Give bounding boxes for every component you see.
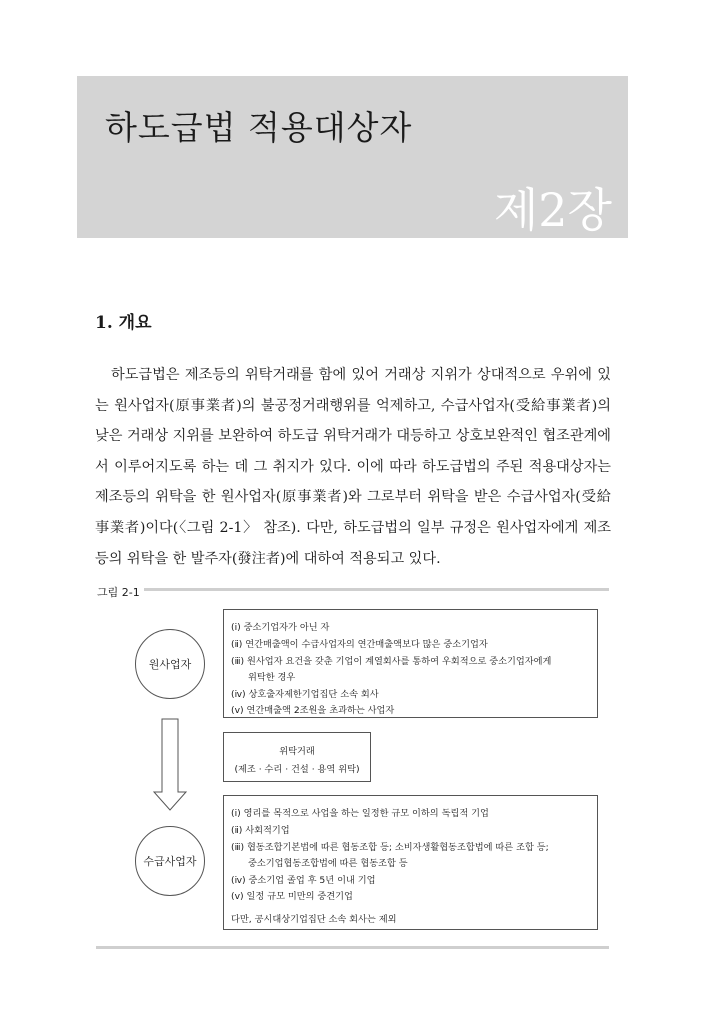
subcontractor-name: 수급사업자 — [143, 855, 197, 868]
intro-paragraph-text: 하도급법은 제조등의 위탁거래를 함에 있어 거래상 지위가 상대적으로 우위에 있는 원사업자(原事業者)의 불공정거래행위를 억제하고, 수급사업자(受給事業者)의 낮은 거래상 지위를 보완하여 하도급 위탁거래가 대등하고 상호보완적인 협조관계에서 이루어지도록 하는 데 그 취지가 있다. 이에 따라 하도급법의 주된 적용대상자는 제조등의 위탁을 한 원사업자(原事業者)와 그로부터 위탁을 받은 수급사업자(受給事業者)이다(〈그림 2-1〉 참조). 다만, 하도급법의 일부 규정은 원사업자에게 제조등의 위탁을 한 발주자(發注者)에 대하여 적용되고 있다. — [95, 367, 611, 567]
chapter-header — [77, 76, 628, 238]
principal-criterion: (ⅱ) 연간매출액이 수급사업자의 연간매출액보다 많은 중소기업자 — [231, 639, 488, 650]
principal-criterion: (ⅳ) 상호출자제한기업집단 소속 회사 — [231, 689, 379, 700]
transaction-box — [223, 732, 371, 782]
down-arrow-icon — [153, 718, 187, 812]
figure-rule — [144, 588, 609, 591]
principal-ellipse — [135, 629, 205, 699]
chapter-number: 제2장 — [493, 183, 612, 237]
transaction-subtitle: (제조 · 수리 · 건설 · 용역 위탁) — [234, 764, 360, 775]
subcontractor-criterion: (ⅲ) 협동조합기본법에 따른 협동조합 등; 소비자생활협동조합법에 따른 조합 등; — [231, 842, 549, 853]
principal-name: 원사업자 — [148, 658, 192, 671]
chapter-title: 하도급법 적용대상자 — [105, 108, 413, 147]
figure-bottom-rule — [96, 946, 609, 949]
subcontractor-criterion: (ⅱ) 사회적기업 — [231, 825, 290, 836]
principal-criteria-box — [223, 609, 598, 718]
section-heading: 1. 개요 — [95, 313, 152, 333]
transaction-title: 위탁거래 — [279, 746, 315, 757]
principal-criterion: (ⅴ) 연간매출액 2조원을 초과하는 사업자 — [231, 705, 395, 716]
principal-criterion-continued: 위탁한 경우 — [248, 672, 296, 683]
figure-label: 그림 2-1 — [97, 586, 140, 599]
subcontractor-criteria-box — [223, 795, 598, 930]
subcontractor-criterion: (ⅳ) 중소기업 졸업 후 5년 이내 기업 — [231, 875, 376, 886]
principal-criterion: (ⅲ) 원사업자 요건을 갖춘 기업이 계열회사를 통하여 우회적으로 중소기업자에게 — [231, 656, 552, 667]
principal-criterion: (ⅰ) 중소기업자가 아닌 자 — [231, 622, 330, 633]
subcontractor-ellipse — [135, 826, 205, 896]
subcontractor-criterion: (ⅰ) 영리를 목적으로 사업을 하는 일정한 규모 이하의 독립적 기업 — [231, 808, 489, 819]
subcontractor-criterion-continued: 중소기업협동조합법에 따른 협동조합 등 — [248, 858, 408, 869]
subcontractor-criterion: (ⅴ) 일정 규모 미만의 중견기업 — [231, 891, 353, 902]
subcontractor-exclusion-note: 다만, 공시대상기업집단 소속 회사는 제외 — [231, 914, 397, 925]
intro-paragraph — [95, 360, 611, 574]
